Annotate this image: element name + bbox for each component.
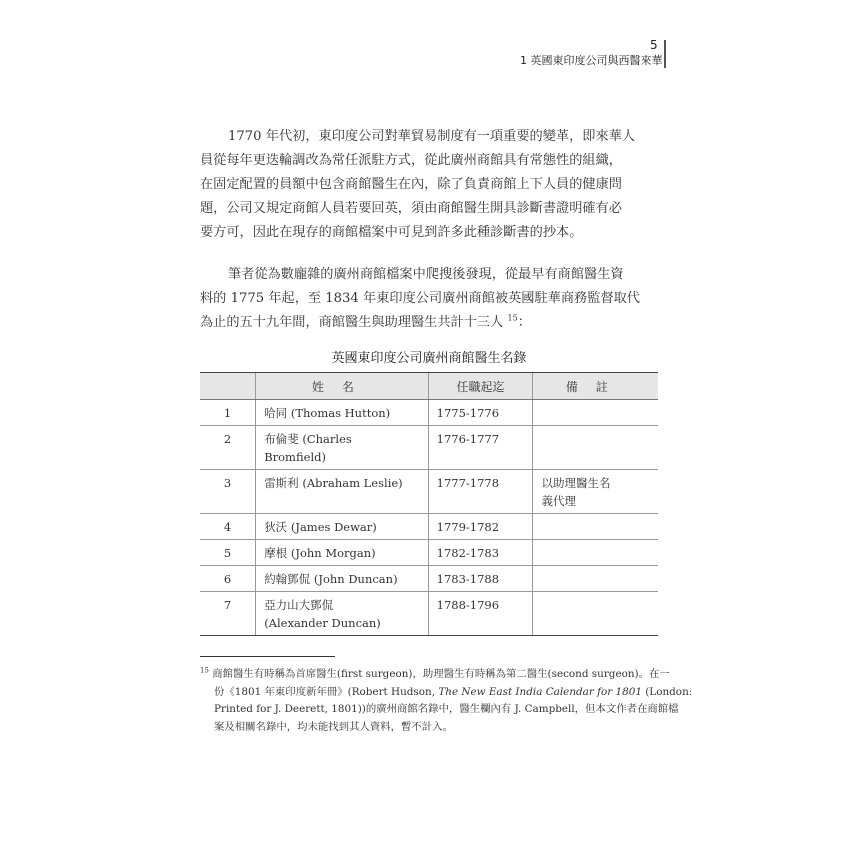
table-row (200, 426, 658, 470)
row-years: 1777-1778 (428, 470, 533, 514)
footnote-text: 份《1801 年東印度新年冊》(Robert Hudson, (214, 685, 439, 698)
footnote-line (200, 684, 693, 702)
header-notes: 備註 (533, 373, 658, 400)
table-row (200, 540, 658, 566)
row-note (533, 426, 658, 470)
table-title: 英國東印度公司廣州商館醫生名錄 (331, 351, 527, 366)
row-years: 1782-1783 (428, 540, 533, 566)
row-name (256, 400, 428, 426)
footnote-line: Printed for J. Deerett, 1801))的廣州商館名錄中，醫生欄內有 J. Campbell，但本文作者在商館檔 (214, 703, 679, 715)
footnote-text: (London: (641, 685, 693, 698)
footnote-mark: 15 (200, 666, 209, 675)
row-number: 4 (200, 514, 256, 540)
header-name: 姓名 (256, 373, 428, 400)
table-row (200, 400, 658, 426)
table-row (200, 566, 658, 592)
footnote-divider (200, 656, 335, 657)
footnote-reference[interactable]: 15 (507, 313, 518, 323)
paragraph-line: 要方可，因此在現存的商館檔案中可見到許多此種診斷書的抄本。 (200, 225, 583, 240)
row-name (256, 470, 428, 514)
page-number: 5 (650, 38, 658, 52)
row-number: 1 (200, 400, 256, 426)
row-years: 1776-1777 (428, 426, 533, 470)
footnote-book-title: The New East India Calendar for 1801 (438, 685, 642, 698)
row-years: 1775-1776 (428, 400, 533, 426)
paragraph-line: 1770 年代初，東印度公司對華貿易制度有一項重要的變革，即來華人 (228, 129, 636, 144)
footnote-text: 商館醫生有時稱為首席醫生(first surgeon)，助理醫生有時稱為第二醫生(second surgeon)。在一 (212, 668, 670, 680)
table-row (200, 592, 658, 636)
name-line: Bromfield) (264, 450, 326, 464)
table-row (200, 514, 658, 540)
row-note (533, 540, 658, 566)
paragraph-line-text: 為止的五十九年間，商館醫生與助理醫生共計十三人 (200, 315, 504, 330)
name-line: (Alexander Duncan) (264, 616, 381, 630)
paragraph-line: 員從每年更迭輪調改為常任派駐方式，從此廣州商館具有常態性的組織， (200, 153, 622, 168)
footnote-15 (200, 666, 693, 736)
row-note (533, 514, 658, 540)
row-name (256, 426, 428, 470)
paragraph-line: 題，公司又規定商館人員若要回英，須由商館醫生開具診斷書證明確有必 (200, 201, 622, 216)
name-line: 摩根 (John Morgan) (264, 546, 376, 560)
note-line: 義代理 (541, 494, 576, 508)
row-years: 1783-1788 (428, 566, 533, 592)
row-years: 1779-1782 (428, 514, 533, 540)
paragraph-line-end: ： (517, 315, 531, 330)
name-line: 哈同 (Thomas Hutton) (264, 406, 391, 420)
paragraph-line (200, 311, 658, 335)
header-years: 任職起迄 (428, 373, 533, 400)
chapter-title: 1 英國東印度公司與西醫來華 (520, 54, 663, 67)
row-note (533, 400, 658, 426)
row-number: 5 (200, 540, 256, 566)
row-number: 6 (200, 566, 256, 592)
paragraph-line: 料的 1775 年起，至 1834 年東印度公司廣州商館被英國駐華商務監督取代 (200, 291, 640, 306)
row-name (256, 514, 428, 540)
footnote-line (200, 666, 670, 684)
table-row (200, 470, 658, 514)
surgeon-roster-table (200, 372, 658, 636)
paragraph-line: 筆者從為數龐雜的廣州商館檔案中爬搜後發現，從最早有商館醫生資 (228, 267, 624, 282)
name-line: 雷斯利 (Abraham Leslie) (264, 476, 403, 490)
row-number: 7 (200, 592, 256, 636)
row-name (256, 540, 428, 566)
footnote-line: 案及相關名錄中，均未能找到其人資料，暫不計入。 (214, 720, 453, 733)
name-line: 亞力山大鄧侃 (264, 598, 334, 612)
row-number: 3 (200, 470, 256, 514)
paragraph-1 (200, 125, 658, 245)
row-years: 1788-1796 (428, 592, 533, 636)
row-note (533, 592, 658, 636)
row-name (256, 566, 428, 592)
note-line: 以助理醫生名 (541, 476, 611, 490)
row-name (256, 592, 428, 636)
row-number: 2 (200, 426, 256, 470)
paragraph-line: 在固定配置的員額中包含商館醫生在內，除了負責商館上下人員的健康問 (200, 177, 622, 192)
name-line: 約翰鄧侃 (John Duncan) (264, 572, 398, 586)
name-line: 狄沃 (James Dewar) (264, 520, 377, 534)
paragraph-2 (200, 263, 658, 335)
row-note (533, 566, 658, 592)
header-rule (664, 40, 666, 68)
header-number (200, 373, 256, 400)
name-line: 布倫斐 (Charles (264, 432, 352, 446)
row-note (533, 470, 658, 514)
table-header-row (200, 373, 658, 400)
